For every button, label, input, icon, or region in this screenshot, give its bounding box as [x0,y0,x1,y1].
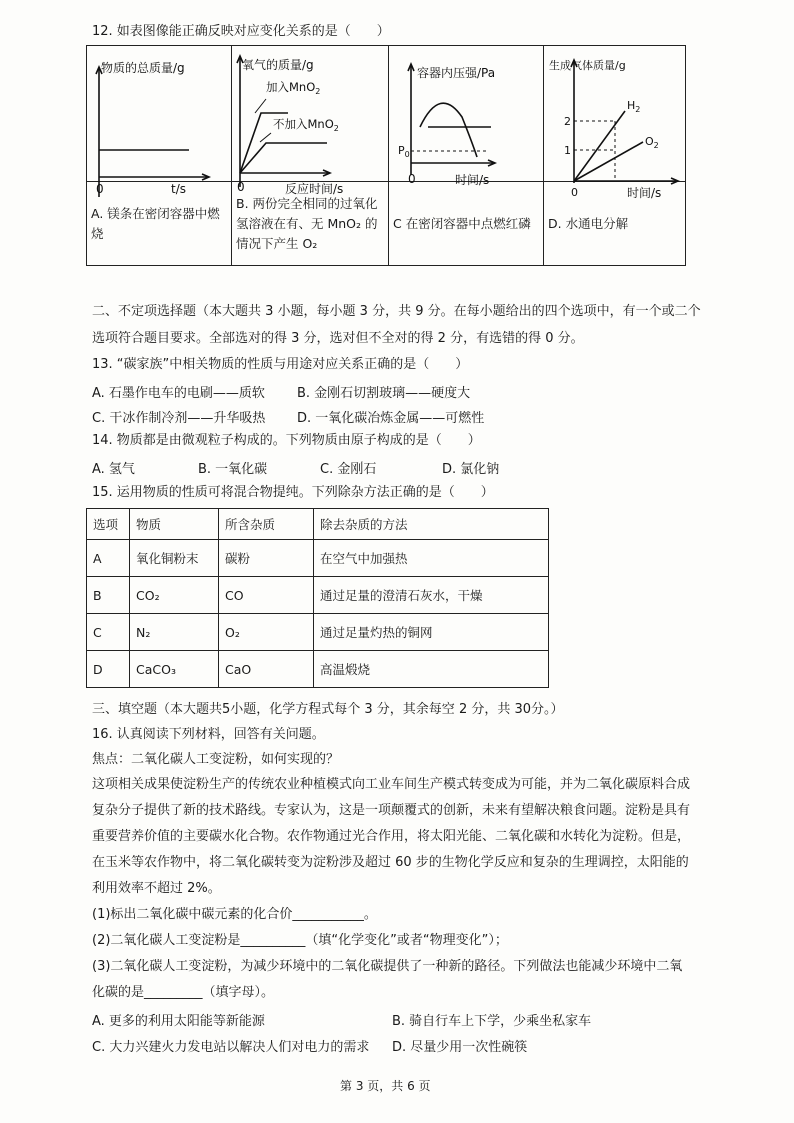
graph-d-tick-2: 2 [564,115,571,128]
graph-cell-c [389,46,544,187]
graph-a [88,47,230,196]
q16-option-c: C. 大力兴建火力发电站以解决人们对电力的需求 [92,1040,370,1055]
table-cell: A [87,540,130,577]
q16-option-b: B. 骑自行车上下学，少乘坐私家车 [392,1014,592,1029]
q14-option-a: A. 氢气 [92,462,135,477]
table-cell: 氧化铜粉末 [130,540,219,577]
q16-para-3: 重要营养价值的主要碳水化合物。农作物通过光合作用，将太阳光能、二氧化碳和水转化为淀粉。但是， [92,829,691,844]
graph-cell-a [87,46,232,196]
graph-b-xlabel: 反应时间/s [285,182,344,196]
q16-focus: 焦点：二氧化碳人工变淀粉，如何实现的？ [92,752,340,767]
section2-line1: 二、不定项选择题（本大题共 3 小题，每小题 3 分，共 9 分。在每小题给出的四个选项中，有一个或二个 [92,304,701,319]
graph-b-origin: 0 [237,180,245,194]
graph-c-p0-label: $P_0$ [398,144,410,159]
q15-row-b [87,577,549,614]
q15-header-row [87,509,549,540]
graph-d-origin: 0 [571,186,578,199]
q16-para-1: 这项相关成果使淀粉生产的传统农业种植模式向工业车间生产模式转变成为可能，并为二氧化碳原料合成 [92,777,691,792]
q14-option-d: D. 氯化钠 [442,462,500,477]
q12-table [86,45,686,266]
graph-d-ylabel: 生成气体质量/g [549,59,626,72]
graph-cell-b [232,46,389,196]
q16-sub-3a: (3)二氧化碳人工变淀粉，为减少环境中的二氧化碳提供了一种新的路径。下列做法也能减少环境中二氧 [92,959,683,974]
q12-option-c: C 在密闭容器中点燃红磷 [389,182,544,266]
section3-heading: 三、填空题（本大题共5小题，化学方程式每个 3 分，其余每空 2 分，共 30分。） [92,702,564,717]
graph-d-tick-1: 1 [564,144,571,157]
table-cell: D [87,651,130,688]
graph-b-ylabel: 氧气的质量/g [242,58,314,72]
q15-row-c [87,614,549,651]
graph-a-xlabel: t/s [171,182,186,196]
q16-option-a: A. 更多的利用太阳能等新能源 [92,1014,265,1029]
graph-c-xlabel: 时间/s [455,173,490,187]
table-cell: 通过足量的澄清石灰水，干燥 [314,577,549,614]
graph-a-origin: 0 [96,182,104,196]
q14-stem: 14. 物质都是由微观粒子构成的。下列物质由原子构成的是（ ） [92,433,481,448]
graph-c-origin: 0 [408,172,416,186]
q13-option-a: A. 石墨作电车的电刷——质软 [92,386,265,401]
page-footer: 第 3 页，共 6 页 [340,1079,431,1093]
q12-option-a: A. 镁条在密闭容器中燃烧 [87,182,232,266]
q13-stem: 13. “碳家族”中相关物质的性质与用途对应关系正确的是（ ） [92,357,469,372]
table-cell: 高温煅烧 [314,651,549,688]
graph-c [390,47,542,187]
q16-option-d: D. 尽量少用一次性碗筷 [392,1040,528,1055]
graph-d-h2-label: $H_2$ [627,99,641,114]
graph-d-o2-line [574,142,643,181]
q16-para-5: 利用效率不超过 2%。 [92,881,221,896]
q14-option-c: C. 金刚石 [320,462,377,477]
graph-b [233,47,387,196]
table-cell: 碳粉 [219,540,314,577]
q16-stem: 16. 认真阅读下列材料，回答有关问题。 [92,727,325,742]
q15-stem: 15. 运用物质的性质可将混合物提纯。下列除杂方法正确的是（ ） [92,485,494,500]
table-cell: 在空气中加强热 [314,540,549,577]
q15-row-a [87,540,549,577]
q13-option-d: D. 一氧化碳冶炼金属——可燃性 [297,411,485,426]
q15-row-d [87,651,549,688]
table-cell: CaO [219,651,314,688]
q15-header-cell: 所含杂质 [219,509,314,540]
q15-header-cell: 除去杂质的方法 [314,509,549,540]
q15-header-cell: 选项 [87,509,130,540]
q12-stem: 12. 如表图像能正确反映对应变化关系的是（ ） [92,24,390,39]
graph-d-xlabel: 时间/s [627,186,662,200]
graph-b-curve-without-mno2 [240,143,327,173]
q13-option-c: C. 干冰作制冷剂——升华吸热 [92,411,266,426]
table-cell: CO₂ [130,577,219,614]
table-cell: B [87,577,130,614]
q15-table [86,508,549,688]
q16-sub-2: (2)二氧化碳人工变淀粉是__________（填“化学变化”或者“物理变化”）； [92,933,508,948]
graph-d [545,47,693,200]
graph-a-ylabel: 物质的总质量/g [101,61,185,75]
table-cell: O₂ [219,614,314,651]
table-cell: CaCO₃ [130,651,219,688]
q16-sub-1: (1)标出二氧化碳中碳元素的化合价___________。 [92,907,377,922]
table-cell: CO [219,577,314,614]
q16-para-4: 在玉米等农作物中，将二氧化碳转变为淀粉涉及超过 60 步的生物化学反应和复杂的生理调控，太阳能的 [92,855,689,870]
q15-header-cell: 物质 [130,509,219,540]
table-cell: C [87,614,130,651]
q12-option-b: B. 两份完全相同的过氧化氢溶液在有、无 MnO₂ 的情况下产生 O₂ [232,182,389,266]
graph-b-curve2-label: 不加入MnO$_2$ [273,117,339,133]
q12-option-d: D. 水通电分解 [544,182,686,266]
q13-option-b: B. 金刚石切割玻璃——硬度大 [297,386,471,401]
graph-c-curve [420,103,477,157]
q16-sub-3b: 化碳的是_________（填字母）。 [92,985,275,1000]
graph-b-pointer-2 [260,133,271,142]
graph-c-ylabel: 容器内压强/Pa [417,66,496,80]
table-cell: N₂ [130,614,219,651]
graph-b-curve1-label: 加入MnO$_2$ [266,80,321,96]
table-cell: 通过足量灼热的铜网 [314,614,549,651]
q16-para-2: 复杂分子提供了新的技术路线。专家认为，这是一项颠覆式的创新，未来有望解决粮食问题。淀粉是具有 [92,803,691,818]
section2-line2: 选项符合题目要求。全部选对的得 3 分，选对但不全对的得 2 分，有选错的得 0 分。 [92,331,584,346]
q14-option-b: B. 一氧化碳 [198,462,268,477]
graph-cell-d [544,46,686,200]
graph-d-o2-label: $O_2$ [645,135,659,150]
graph-b-pointer-1 [255,99,266,113]
